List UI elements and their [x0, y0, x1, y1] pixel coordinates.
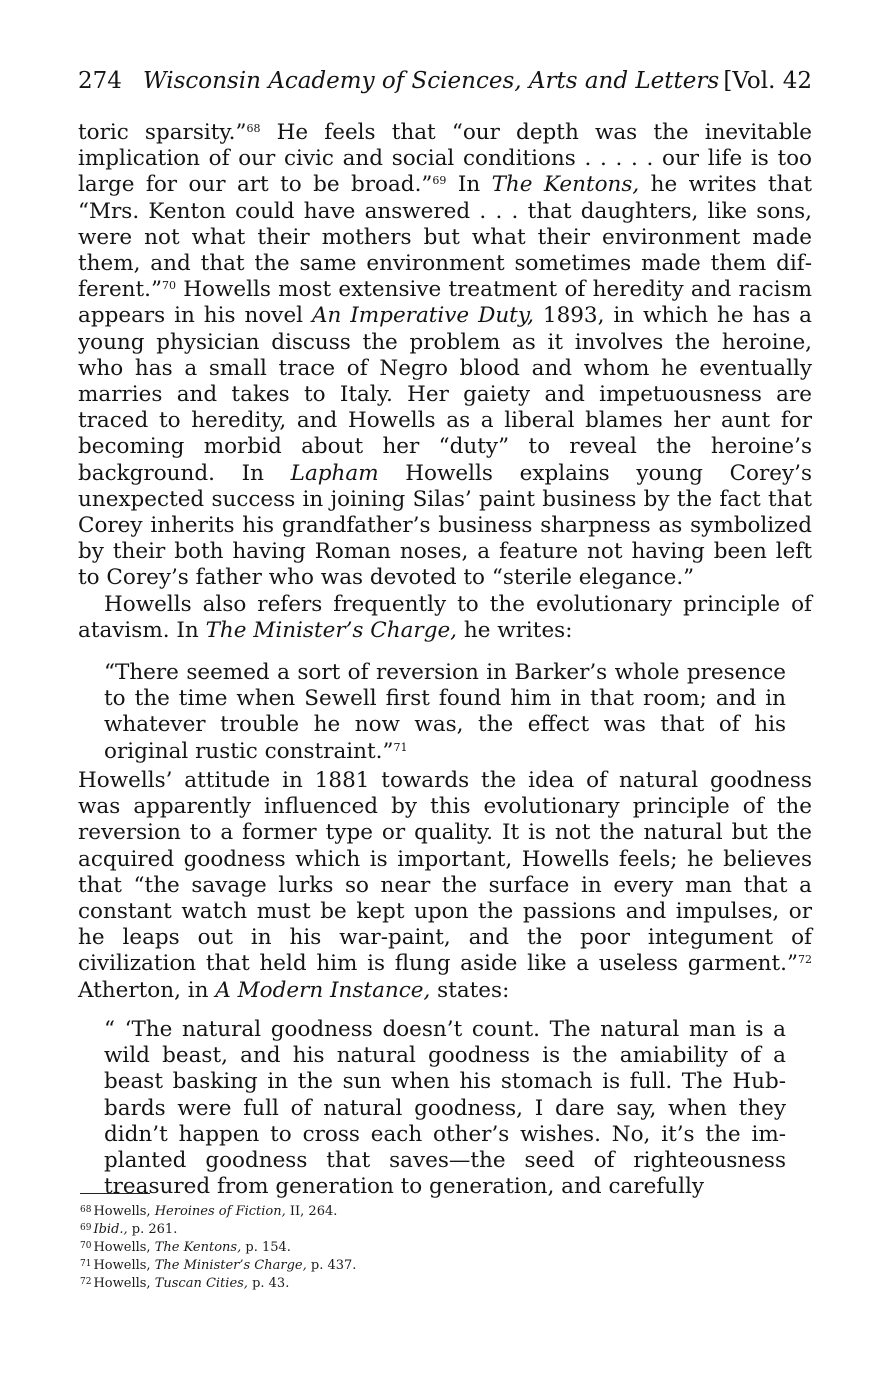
paragraph-heredity [78, 120, 812, 592]
footnote-locator: II, 264. [285, 1204, 338, 1219]
footnote-title: Heroines of Fiction, [154, 1204, 286, 1219]
text-run: Howells’ attitude in 1881 towards the idea of natural goodness was apparently influenced by this evolutionary principle of the reversion to a former type or quality. It is not the natural but the acquired goodness which is important, Howells feels; he believes that “the savage lurks so near the surface in every man that a constant watch must be kept upon the passions and impulses, or he leaps out in his war-paint, and the poor integument of civilization that held him is flung aside like a useless garment.” [78, 768, 812, 977]
footnote-author: Howells, [93, 1240, 155, 1255]
footnote-title: The Kentons, [154, 1240, 242, 1255]
book-title-italic: The Kentons, [491, 172, 640, 198]
book-title-italic: A Modern Instance, [215, 977, 431, 1003]
block-quote-ministers-charge [104, 660, 786, 765]
footnote-70 [80, 1238, 600, 1256]
main-text-lower [78, 768, 812, 1004]
journal-title: Wisconsin Academy of Sciences, Arts and Letters [143, 68, 720, 94]
footnote-71 [80, 1256, 600, 1274]
footnote-69 [80, 1220, 600, 1238]
footnote-number: 71 [80, 1259, 92, 1269]
footnote-divider [80, 1193, 150, 1194]
paragraph-natural-goodness [78, 768, 812, 1004]
footnote-locator: p. 43. [247, 1276, 290, 1291]
footnote-72 [80, 1274, 600, 1292]
text-run: he writes that “Mrs. Kenton could have answered . . . that daughters, like sons, were not what their mothers but what their environment made them, and that the same environment sometimes made them different.” [78, 172, 812, 303]
text-run: Howells most extensive treatment of heredity and racism appears in his novel [78, 277, 812, 329]
text-run: toric sparsity.” [78, 120, 247, 145]
main-text-upper [78, 120, 812, 644]
text-run: Atherton, in [78, 977, 216, 1003]
footnote-ref-69: 69 [432, 174, 447, 188]
footnote-68 [80, 1202, 600, 1220]
footnotes [80, 1202, 600, 1292]
text-run: He feels that “our depth was the inevitable implication of our civic and social conditions . . . . . our life is too large for our art to be broad.” [78, 120, 812, 198]
footnote-number: 68 [80, 1205, 92, 1215]
footnote-ref-70: 70 [162, 279, 176, 293]
footnote-title: Ibid., [93, 1222, 128, 1237]
footnote-author: Howells, [93, 1258, 155, 1273]
footnote-locator: p. 261. [127, 1222, 178, 1237]
quote-text [104, 660, 786, 765]
footnote-ref-68: 68 [246, 122, 261, 135]
footnote-ref-71: 71 [393, 740, 408, 754]
paragraph-atavism [78, 592, 812, 644]
book-title-italic: An Imperative Duty, [311, 303, 534, 329]
text-run: states: [430, 977, 510, 1003]
text-run: “There seemed a sort of reversion in Barker’s whole presence to the time when Sewell first found him in that room; and in whatever trouble he now was, the effect was that of his original rustic constraint.” [104, 660, 786, 764]
text-run: “ ‘The natural goodness doesn’t count. The natural man is a wild beast, and his natural goodness is the amiability of a beast basking in the sun when his stomach is full. The Hubbards were full of natural goodness, I dare say, when they didn’t happen to cross each other’s wishes. No, it’s the implanted goodness that saves—the seed of righteousness treasured from generation to generation, and carefully [104, 1017, 786, 1200]
footnote-locator: p. 437. [306, 1258, 357, 1273]
page-number: 274 [78, 68, 122, 94]
footnote-author: Howells, [93, 1276, 155, 1291]
footnote-number: 72 [80, 1277, 92, 1287]
volume-label: [Vol. 42 [723, 68, 812, 94]
text-run: 1893, in which he has a young physician discuss the problem as it involves the heroine, who has a small trace of Negro blood and whom he eventually marries and takes to Italy. Her gaiety and impetuousness are traced to heredity, and Howells as a liberal blames her aunt for becoming morbid about her “duty” to reveal the heroine’s background. In [78, 303, 812, 486]
footnote-author: Howells, [93, 1204, 155, 1219]
text-run: Howells also refers frequently to the evolutionary principle of atavism. In [78, 591, 812, 643]
quote-text [104, 1017, 786, 1200]
text-run: In [446, 172, 492, 198]
footnote-title: The Minister’s Charge, [154, 1258, 307, 1273]
text-run: Howells explains young Corey’s unexpected success in joining Silas’ paint business by the fact that Corey inherits his grandfather’s business sharpness as symbolized by their both having Roman noses, a feature not having been left to Corey’s father who was devoted to “sterile elegance.” [78, 460, 813, 591]
block-quote-modern-instance [104, 1017, 786, 1200]
footnote-locator: p. 154. [241, 1240, 291, 1255]
book-title-italic: The Minister’s Charge, [205, 617, 458, 643]
running-header [78, 64, 812, 98]
footnote-title: Tuscan Cities, [154, 1276, 248, 1291]
footnote-number: 70 [80, 1241, 92, 1251]
footnote-ref-72: 72 [798, 953, 812, 967]
text-run: he writes: [457, 617, 573, 643]
book-title-italic: Lapham [290, 460, 379, 486]
footnote-number: 69 [80, 1223, 92, 1233]
